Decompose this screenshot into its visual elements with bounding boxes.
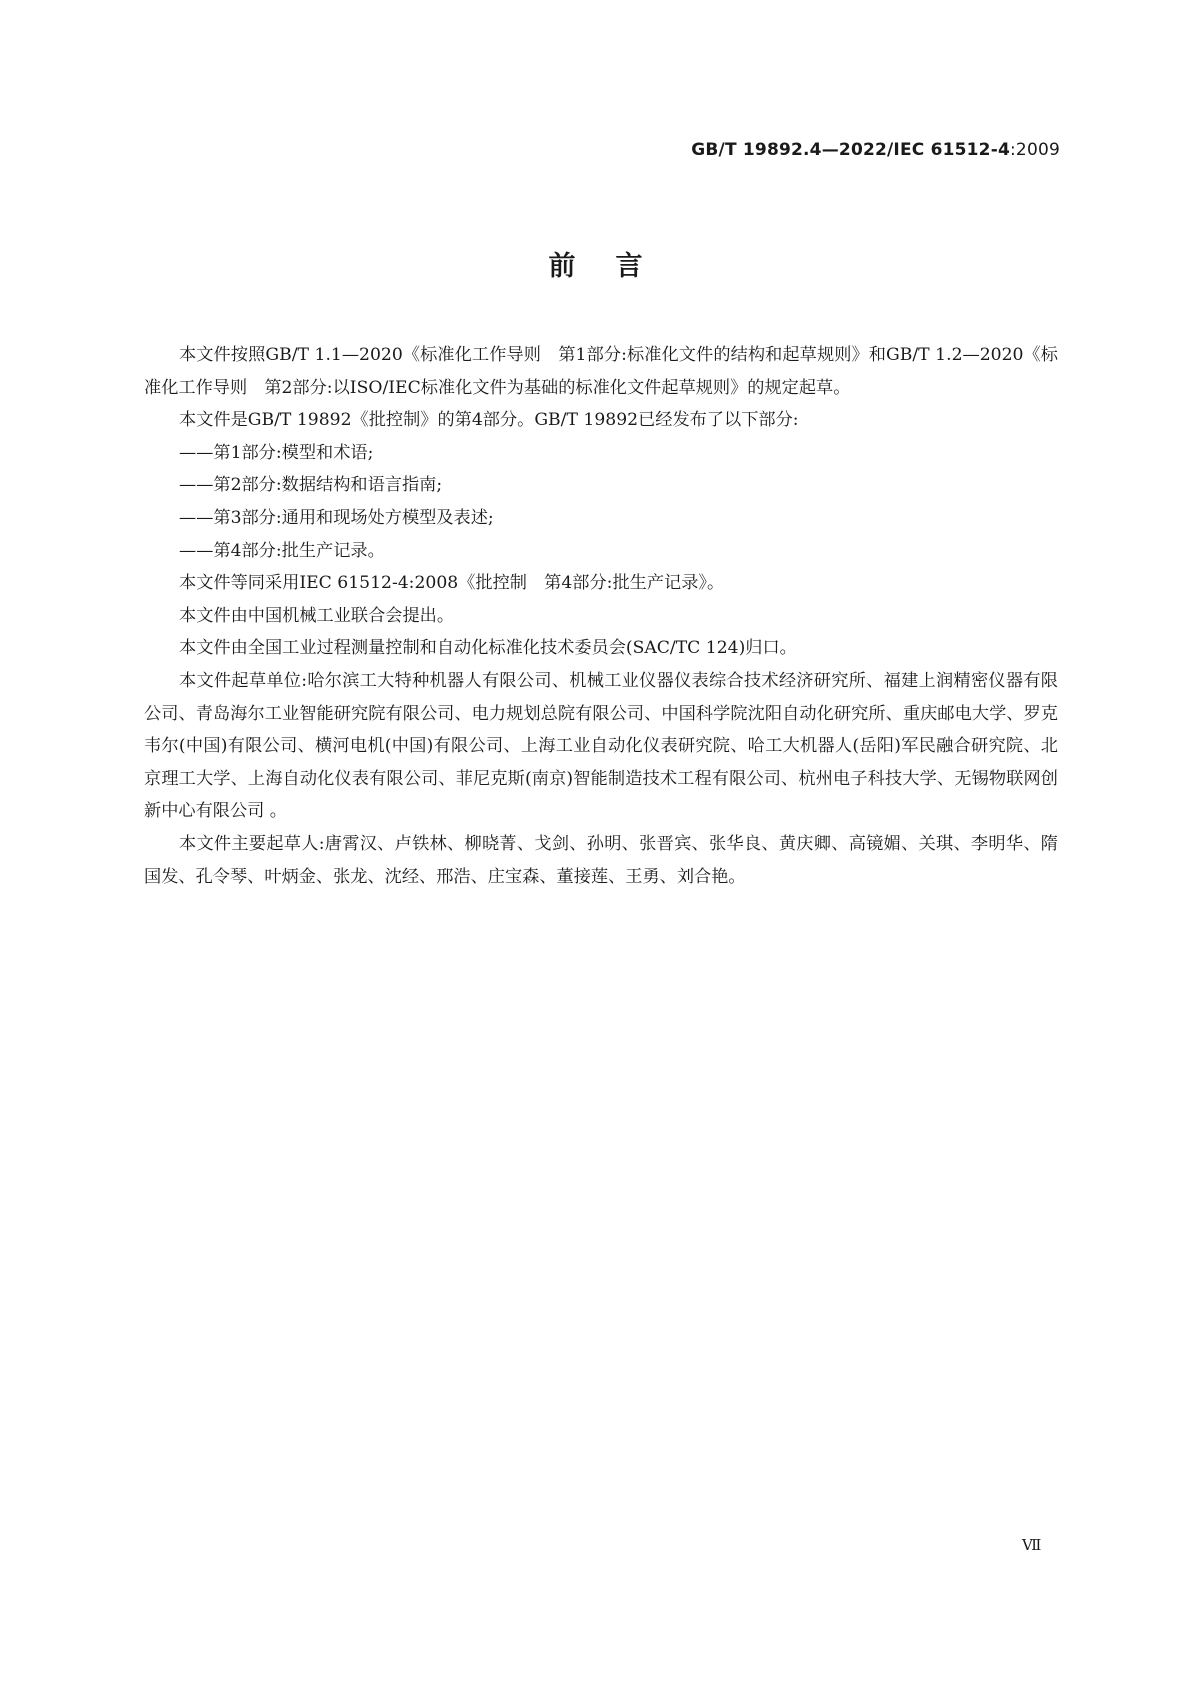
- list-item-part-4: ——第4部分:批生产记录。: [179, 540, 385, 561]
- paragraph-drafting-rules: 本文件按照GB/T 1.1—2020《标准化工作导则 第1部分:标准化文件的结构和起草规则》和GB/T 1.2—2020《标准化工作导则 第2部分:以ISO/IEC标准化文件为基础的标准化文件起草规则》的规定起草。: [144, 345, 1058, 398]
- paragraph-committee: 本文件由全国工业过程测量控制和自动化标准化技术委员会(SAC/TC 124)归口。: [179, 638, 797, 659]
- paragraph-proposer: 本文件由中国机械工业联合会提出。: [179, 605, 455, 626]
- paragraph-part-info: 本文件是GB/T 19892《批控制》的第4部分。GB/T 19892已经发布了以下部分:: [179, 410, 799, 431]
- foreword-body: [144, 339, 1058, 893]
- list-item-part-2: ——第2部分:数据结构和语言指南;: [179, 475, 443, 496]
- page-title: 前言: [548, 251, 683, 282]
- list-item-part-1: ——第1部分:模型和术语;: [179, 442, 374, 463]
- paragraph-adoption: 本文件等同采用IEC 61512-4:2008《批控制 第4部分:批生产记录》。: [179, 573, 725, 594]
- standard-code: 19892.4—2022/IEC 61512-4: [736, 140, 1010, 160]
- standard-number: [691, 140, 1060, 160]
- paragraph-drafters: 本文件主要起草人:唐霄汉、卢铁林、柳晓菁、戈剑、孙明、张晋宾、张华良、黄庆卿、高镜媚、关琪、李明华、隋国发、孔令琴、叶炳金、张龙、沈经、邢浩、庄宝森、董接莲、王勇、刘合艳。: [144, 833, 1058, 887]
- list-item-part-3: ——第3部分:通用和现场处方模型及表述;: [179, 507, 494, 528]
- standard-prefix: GB/T: [691, 140, 737, 160]
- standard-year-suffix: :2009: [1010, 140, 1060, 160]
- paragraph-drafting-units: 本文件起草单位:哈尔滨工大特种机器人有限公司、机械工业仪器仪表综合技术经济研究所、福建上润精密仪器有限公司、青岛海尔工业智能研究院有限公司、电力规划总院有限公司、中国科学院沈阳自动化研究所、重庆邮电大学、罗克韦尔(中国)有限公司、横河电机(中国)有限公司、上海工业自动化仪表研究院、哈工大机器人(岳阳)军民融合研究院、北京理工大学、上海自动化仪表有限公司、菲尼克斯(南京)智能制造技术工程有限公司、杭州电子科技大学、无锡物联网创新中心有限公司 。: [144, 670, 1058, 822]
- page-number: Ⅶ: [1022, 1536, 1042, 1554]
